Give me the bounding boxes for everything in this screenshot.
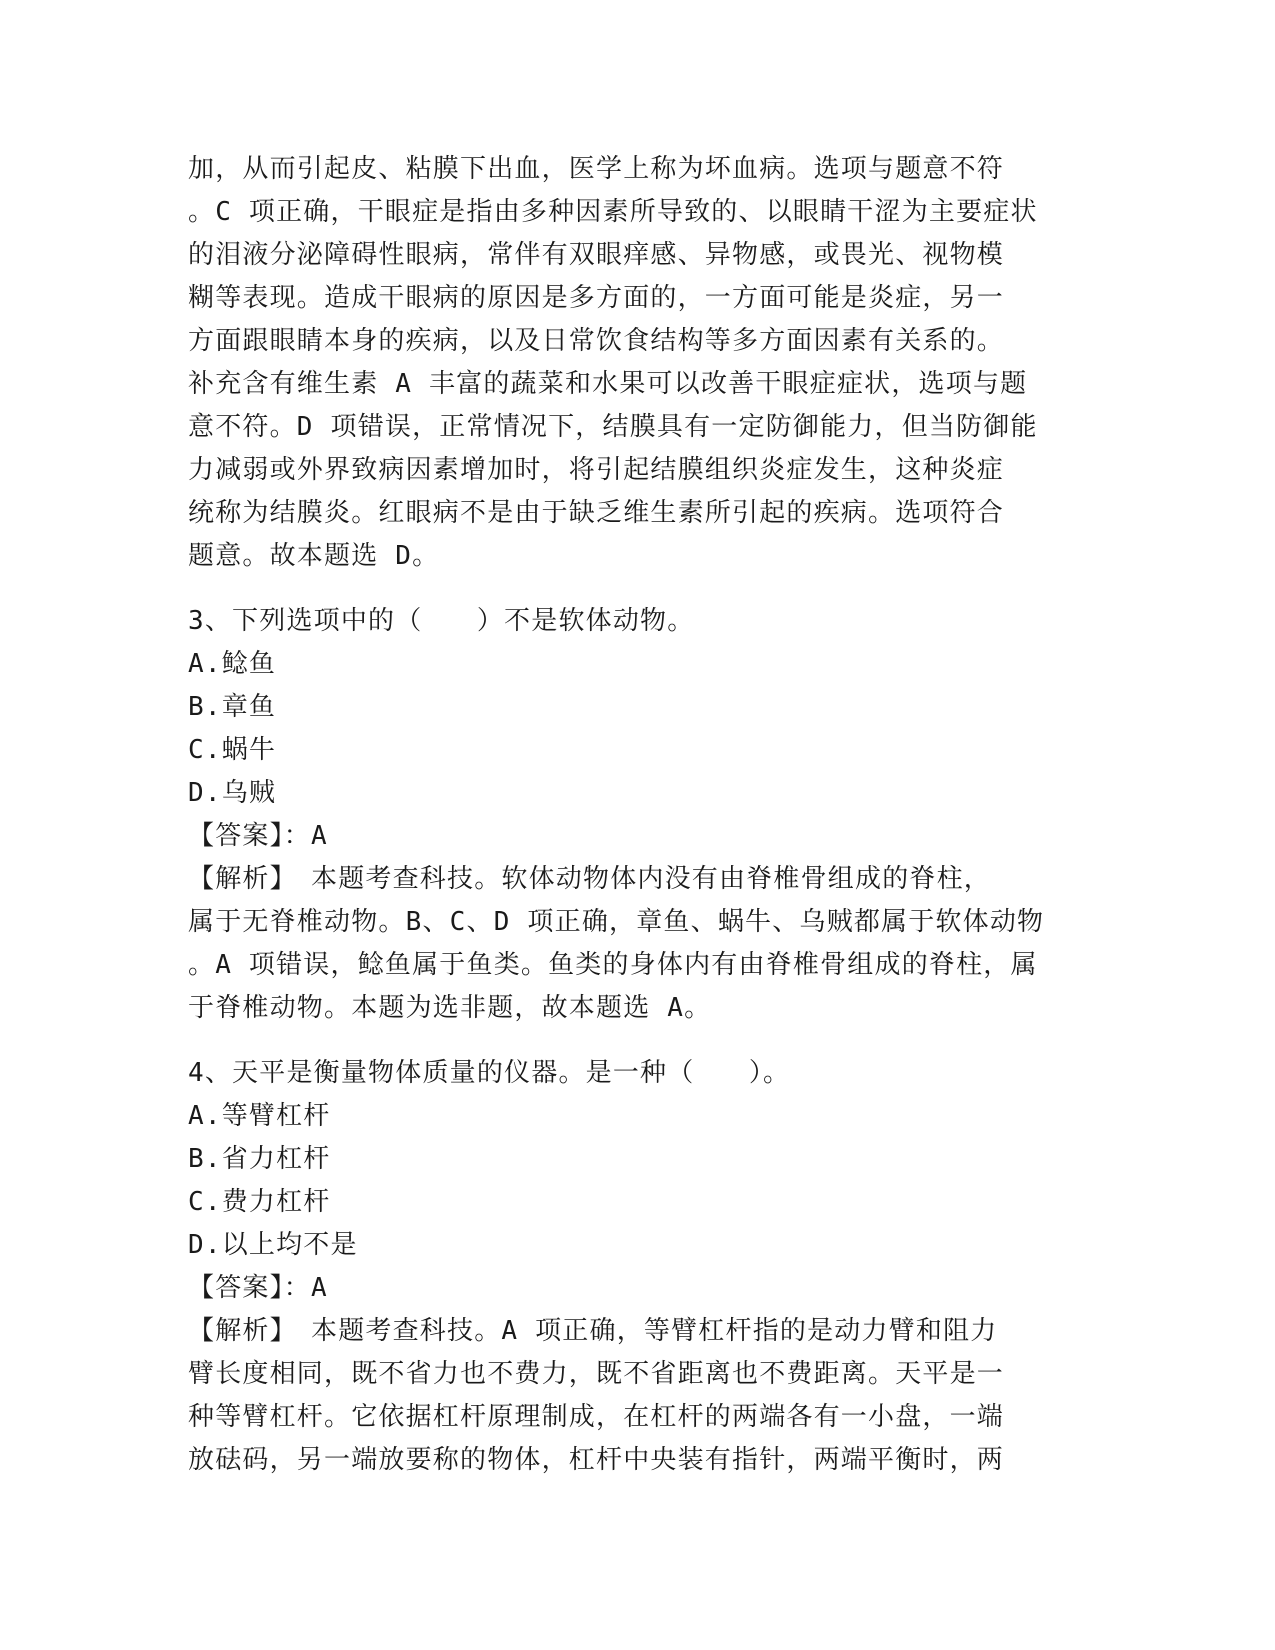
analysis-line: 臂长度相同，既不省力也不费力，既不省距离也不费距离。天平是一 (188, 1359, 1005, 1389)
option-b: B.省力杠杆 (188, 1144, 331, 1174)
option-b: B.章鱼 (188, 692, 277, 722)
analysis-line: 【解析】 本题考查科技。软体动物体内没有由脊椎骨组成的脊柱， (188, 864, 992, 894)
option-a: A.鲶鱼 (188, 649, 277, 679)
analysis-line: 属于无脊椎动物。B、C、D 项正确，章鱼、蜗牛、乌贼都属于软体动物 (188, 907, 1045, 937)
analysis-line: 种等臂杠杆。它依据杠杆原理制成，在杠杆的两端各有一小盘，一端 (188, 1402, 1005, 1432)
question-4 (188, 1052, 1073, 1482)
question-stem: 4、天平是衡量物体质量的仪器。是一种（ ）。 (188, 1058, 791, 1088)
option-d: D.乌贼 (188, 778, 277, 808)
text-line: 。C 项正确，干眼症是指由多种因素所导致的、以眼睛干涩为主要症状 (188, 197, 1038, 227)
text-line: 方面跟眼睛本身的疾病，以及日常饮食结构等多方面因素有关系的。 (188, 326, 1005, 356)
text-line: 题意。故本题选 D。 (188, 541, 440, 571)
option-a: A.等臂杠杆 (188, 1101, 331, 1131)
question-3 (188, 600, 1073, 1030)
question-stem: 3、下列选项中的（ ）不是软体动物。 (188, 606, 695, 636)
analysis-line: 【解析】 本题考查科技。A 项正确，等臂杠杆指的是动力臂和阻力 (188, 1316, 998, 1346)
answer-line: 【答案】：A (188, 821, 328, 851)
text-line: 糊等表现。造成干眼病的原因是多方面的，一方面可能是炎症，另一 (188, 283, 1005, 313)
analysis-line: 。A 项错误，鲶鱼属于鱼类。鱼类的身体内有由脊椎骨组成的脊柱，属 (188, 950, 1038, 980)
text-line: 意不符。D 项错误，正常情况下，结膜具有一定防御能力，但当防御能 (188, 412, 1038, 442)
text-line: 的泪液分泌障碍性眼病，常伴有双眼痒感、异物感，或畏光、视物模 (188, 240, 1005, 270)
spacer (188, 1030, 1073, 1052)
analysis-line: 于脊椎动物。本题为选非题，故本题选 A。 (188, 993, 712, 1023)
spacer (188, 578, 1073, 600)
analysis-line: 放砝码，另一端放要称的物体，杠杆中央装有指针，两端平衡时，两 (188, 1445, 1005, 1475)
document-body (188, 148, 1073, 1482)
text-line: 加，从而引起皮、粘膜下出血，医学上称为坏血病。选项与题意不符 (188, 154, 1005, 184)
option-d: D.以上均不是 (188, 1230, 358, 1260)
text-line: 补充含有维生素 A 丰富的蔬菜和水果可以改善干眼症症状，选项与题 (188, 369, 1028, 399)
text-line: 统称为结膜炎。红眼病不是由于缺乏维生素所引起的疾病。选项符合 (188, 498, 1005, 528)
option-c: C.蜗牛 (188, 735, 277, 765)
option-c: C.费力杠杆 (188, 1187, 331, 1217)
answer-line: 【答案】：A (188, 1273, 328, 1303)
analysis-continuation (188, 148, 1073, 578)
text-line: 力减弱或外界致病因素增加时，将引起结膜组织炎症发生，这种炎症 (188, 455, 1005, 485)
